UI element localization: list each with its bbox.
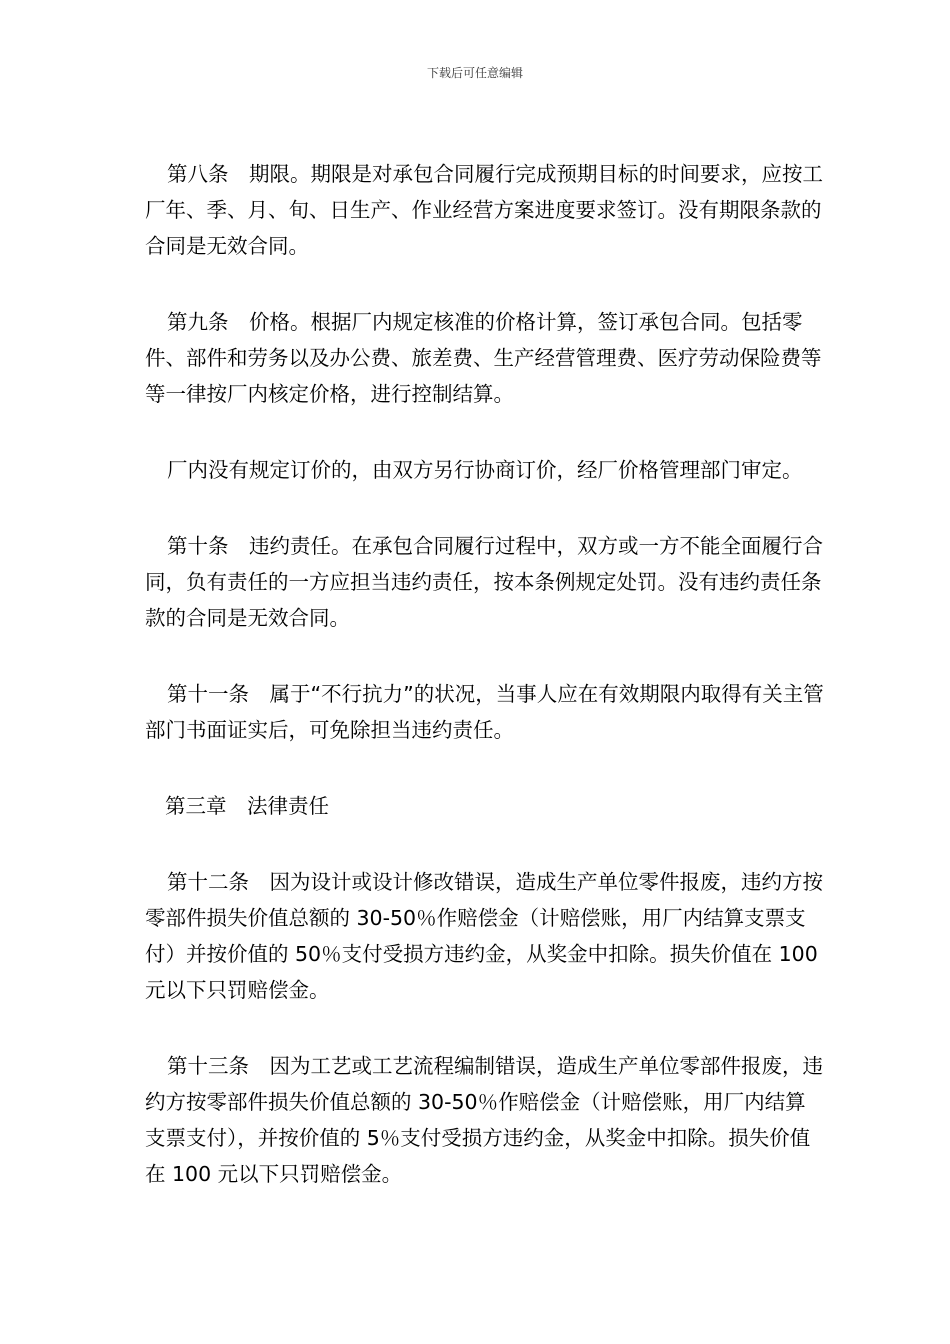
chapter-3-heading: 第三章 法律责任 [165, 794, 329, 818]
article-13-paragraph: 第十三条 因为工艺或工艺流程编制错误，造成生产单位零部件报废，违约方按零部件损失价值总额的 30-50％作赔偿金（计赔偿账，用厂内结算支票支付），并按价值的 5％支付受损方违约金，从奖金中扣除。损失价值在 100 元以下只罚赔偿金。 [145, 1054, 823, 1186]
article-8-paragraph: 第八条 期限。期限是对承包合同履行完成预期目标的时间要求，应按工厂年、季、月、旬、日生产、作业经营方案进度要求签订。没有期限条款的合同是无效合同。 [145, 162, 823, 258]
article-9-paragraph: 第九条 价格。根据厂内规定核准的价格计算，签订承包合同。包括零件、部件和劳务以及办公费、旅差费、生产经营管理费、医疗劳动保险费等等一律按厂内核定价格，进行控制结算。 [145, 310, 822, 406]
pricing-note-paragraph: 厂内没有规定订价的，由双方另行协商订价，经厂价格管理部门审定。 [167, 458, 803, 482]
article-12-paragraph: 第十二条 因为设计或设计修改错误，造成生产单位零件报废，违约方按零部件损失价值总额的 30-50％作赔偿金（计赔偿账，用厂内结算支票支付）并按价值的 50％支付受损方违约金，从奖金中扣除。损失价值在 100 元以下只罚赔偿金。 [145, 870, 823, 1002]
article-11-paragraph: 第十一条 属于“不行抗力”的状况，当事人应在有效期限内取得有关主管部门书面证实后，可免除担当违约责任。 [145, 682, 824, 742]
page-header: 下载后可任意编辑 [426, 66, 523, 80]
document-body [145, 156, 825, 1232]
article-10-paragraph: 第十条 违约责任。在承包合同履行过程中，双方或一方不能全面履行合同，负有责任的一方应担当违约责任，按本条例规定处罚。没有违约责任条款的合同是无效合同。 [145, 534, 823, 630]
